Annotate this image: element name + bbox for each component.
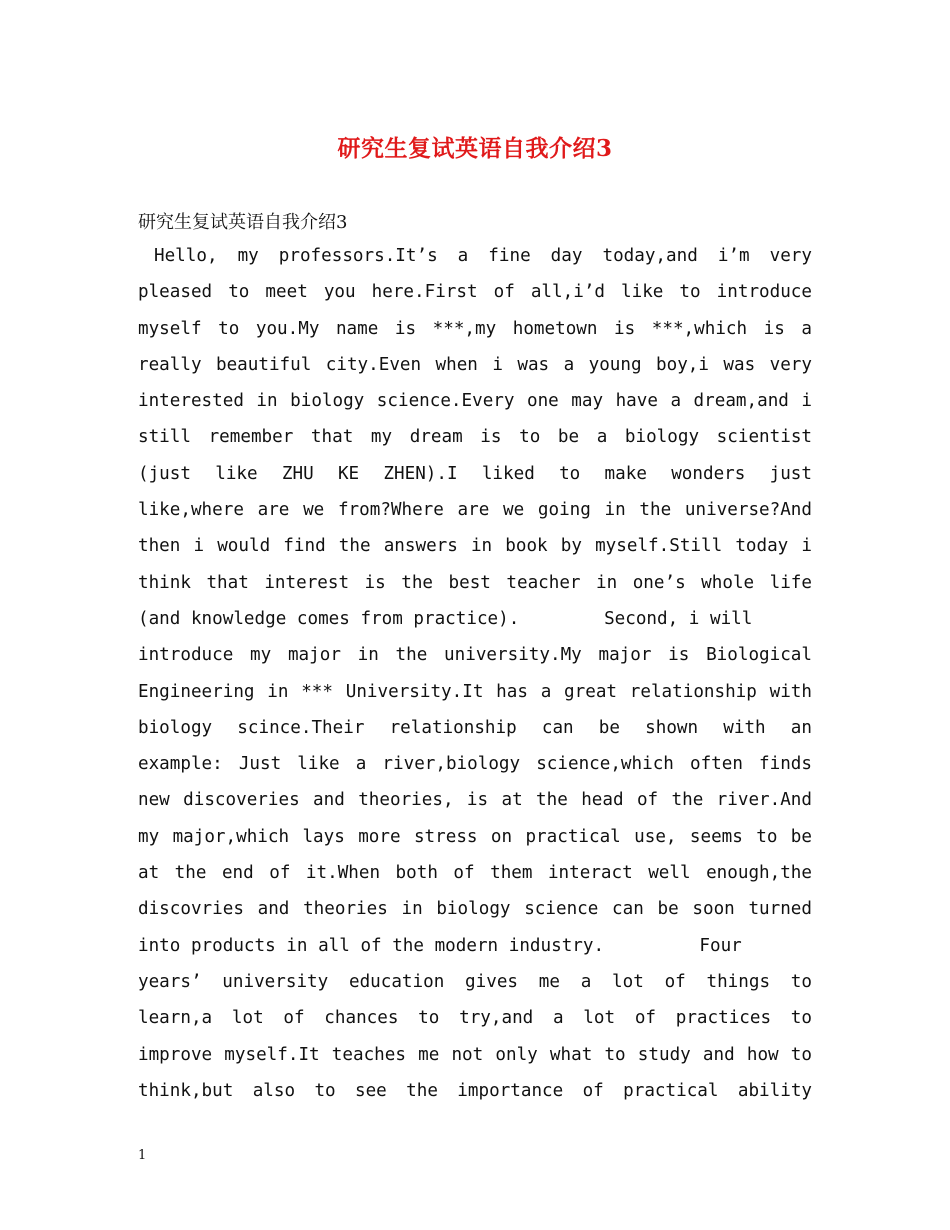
body-line: at the end of it.When both of them interact well enough,the [138, 863, 812, 884]
body-line: example: Just like a river,biology science,which often finds [138, 754, 812, 775]
body-line: myself to you.My name is ***,my hometown is ***,which is a [138, 318, 812, 339]
body-line: learn,a lot of chances to try,and a lot of practices to [138, 1008, 812, 1029]
page-number: 1 [138, 1148, 147, 1163]
body-line: Hello, my professors.It’s a fine day today,and i’m very [154, 246, 812, 266]
body-line: think,but also to see the importance of practical ability [138, 1080, 812, 1101]
body-line: pleased to meet you here.First of all,i’d like to introduce [138, 282, 812, 303]
body-line: (just like ZHU KE ZHEN).I liked to make wonders just [138, 463, 812, 484]
body-line: into products in all of the modern industry. Four [138, 935, 742, 956]
body-line: (and knowledge comes from practice). Second, i will [138, 608, 753, 629]
document-subtitle: 研究生复试英语自我介绍3 [138, 212, 348, 233]
body-paragraph [138, 238, 812, 1109]
document-title: 研究生复试英语自我介绍3 [337, 135, 613, 162]
body-line: improve myself.It teaches me not only what to study and how to [138, 1044, 812, 1065]
body-line: like,where are we from?Where are we going in the universe?And [138, 500, 812, 521]
body-line: think that interest is the best teacher in one’s whole life [138, 572, 812, 593]
body-line: my major,which lays more stress on practical use, seems to be [138, 826, 812, 847]
body-line: introduce my major in the university.My major is Biological [138, 645, 812, 666]
body-line: biology scince.Their relationship can be shown with an [138, 717, 812, 738]
body-line: interested in biology science.Every one may have a dream,and i [138, 391, 812, 412]
body-line: new discoveries and theories, is at the head of the river.And [138, 790, 812, 811]
body-line: then i would find the answers in book by myself.Still today i [138, 536, 812, 557]
body-line: really beautiful city.Even when i was a young boy,i was very [138, 354, 812, 375]
body-line: years’ university education gives me a lot of things to [138, 971, 812, 992]
body-line: discovries and theories in biology science can be soon turned [138, 899, 812, 920]
body-line: still remember that my dream is to be a biology scientist [138, 427, 812, 448]
body-line: Engineering in *** University.It has a great relationship with [138, 681, 812, 702]
